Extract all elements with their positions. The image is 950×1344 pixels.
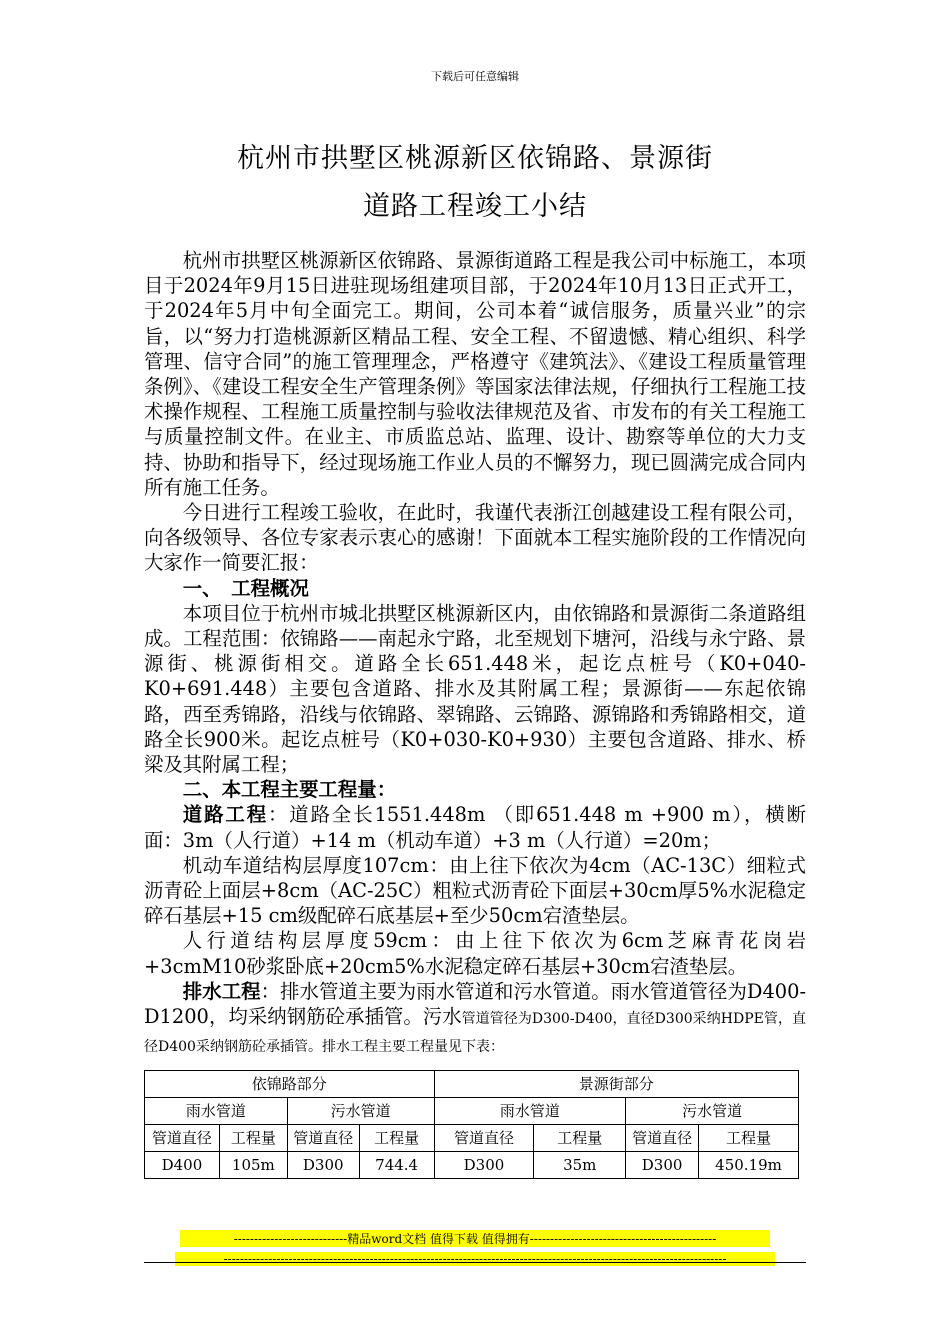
table-cell: D300 <box>287 1152 359 1179</box>
drainage-quantity-table <box>144 1070 799 1179</box>
table-header-quantity: 工程量 <box>699 1125 799 1152</box>
table-cell: D300 <box>434 1152 534 1179</box>
overview-paragraph: 本项目位于杭州市城北拱墅区桃源新区内，由依锦路和景源街二条道路组成。工程范围：依锦路——南起永宁路，北至规划下塘河，沿线与永宁路、景源街、桃源街相交。道路全长651.448米，起讫点桩号（K0+040-K0+691.448）主要包含道路、排水及其附属工程；景源街——东起依锦路，西至秀锦路，沿线与依锦路、翠锦路、云锦路、源锦路和秀锦路相交，道路全长900米。起讫点桩号（K0+030-K0+930）主要包含道路、排水、桥梁及其附属工程； <box>144 601 806 777</box>
document-title-line1: 杭州市拱墅区桃源新区依锦路、景源街 <box>237 143 713 174</box>
table-header-diameter: 管道直径 <box>287 1125 359 1152</box>
table-header-diameter: 管道直径 <box>434 1125 534 1152</box>
road-lead: 道路工程 <box>182 803 268 827</box>
table-cell: 35m <box>534 1152 626 1179</box>
footer-rule <box>144 1262 806 1263</box>
document-title-line2: 道路工程竣工小结 <box>363 191 587 222</box>
table-group-jingyuan: 景源街部分 <box>434 1071 798 1098</box>
drainage-lead: 排水工程 <box>182 979 261 1003</box>
table-header-rain: 雨水管道 <box>145 1098 288 1125</box>
motorway-paragraph: 机动车道结构层厚度107cm：由上往下依次为4cm（AC-13C）细粒式沥青砼上面层+8cm（AC-25C）粗粒式沥青砼下面层+30cm厚5%水泥稳定碎石基层+15 cm级配碎石底基层+至少50cm宕渣垫层。 <box>144 853 806 928</box>
table-header-quantity: 工程量 <box>359 1125 434 1152</box>
drainage-paragraph <box>144 979 806 1061</box>
footer-dash-line: ---------------------------------------------------------------------------------------------------------------------------- <box>175 1252 775 1266</box>
page-footer <box>144 1230 806 1269</box>
thanks-paragraph: 今日进行工程竣工验收，在此时，我谨代表浙江创越建设工程有限公司，向各级领导、各位专家表示衷心的感谢！下面就本工程实施阶段的工作情况向大家作一简要汇报： <box>144 501 806 575</box>
table-header-sewage: 污水管道 <box>626 1098 799 1125</box>
table-cell: D300 <box>626 1152 699 1179</box>
table-header-sewage: 污水管道 <box>287 1098 434 1125</box>
table-header-diameter: 管道直径 <box>145 1125 220 1152</box>
table-cell: 744.4 <box>359 1152 434 1179</box>
intro-paragraph: 杭州市拱墅区桃源新区依锦路、景源街道路工程是我公司中标施工，本项目于2024年9月15日进驻现场组建项目部，于2024年10月13日正式开工，于2024年5月中旬全面完工。期间，公司本着“诚信服务，质量兴业”的宗旨，以“努力打造桃源新区精品工程、安全工程、不留遗憾、精心组织、科学管理、信守合同”的施工管理理念，严格遵守《建筑法》、《建设工程质量管理条例》、《建设工程安全生产管理条例》等国家法律法规，仔细执行工程施工技术操作规程、工程施工质量控制与验收法律规范及省、市发布的有关工程施工与质量控制文件。在业主、市质监总站、监理、设计、勘察等单位的大力支持、协助和指导下，经过现场施工作业人员的不懈努力，现已圆满完成合同内所有施工任务。 <box>144 249 806 499</box>
drainage-text-small: 管道管径为D300-D400，直径D300采纳HDPE管，直径D400采纳钢筋砼承插管。排水工程主要工程量见下表： <box>144 1011 806 1056</box>
header-note: 下载后可任意编辑 <box>431 70 519 83</box>
drainage-text: ：排水管道主要为雨水管道和污水管道。雨水管道管径为D400-D1200，均采纳钢筋砼承插管。污水 <box>144 979 807 1029</box>
table-cell: D400 <box>145 1152 220 1179</box>
table-cell: 105m <box>219 1152 287 1179</box>
table-header-quantity: 工程量 <box>219 1125 287 1152</box>
document-body <box>144 248 806 1061</box>
table-cell: 450.19m <box>699 1152 799 1179</box>
road-text: ：道路全长1551.448m （即651.448 m +900 m），横断面：3m（人行道）+14 m（机动车道）+3 m（人行道）=20m； <box>144 803 806 852</box>
table-header-rain: 雨水管道 <box>434 1098 626 1125</box>
table-header-diameter: 管道直径 <box>626 1125 699 1152</box>
footer-banner: ----------------------------精品word文档 值得下载 值得拥有---------------------------------------------- <box>180 1230 770 1247</box>
road-paragraph <box>144 802 806 852</box>
section-heading-overview: 一、 工程概况 <box>182 576 309 600</box>
table-group-yijin: 依锦路部分 <box>145 1071 435 1098</box>
table-header-quantity: 工程量 <box>534 1125 626 1152</box>
section-heading-quantities: 二、本工程主要工程量： <box>182 778 397 802</box>
sidewalk-paragraph: 人行道结构层厚度59cm：由上往下依次为6cm芝麻青花岗岩+3cmM10砂浆卧底+20cm5%水泥稳定碎石基层+30cm宕渣垫层。 <box>144 929 806 978</box>
table-row <box>145 1152 799 1179</box>
